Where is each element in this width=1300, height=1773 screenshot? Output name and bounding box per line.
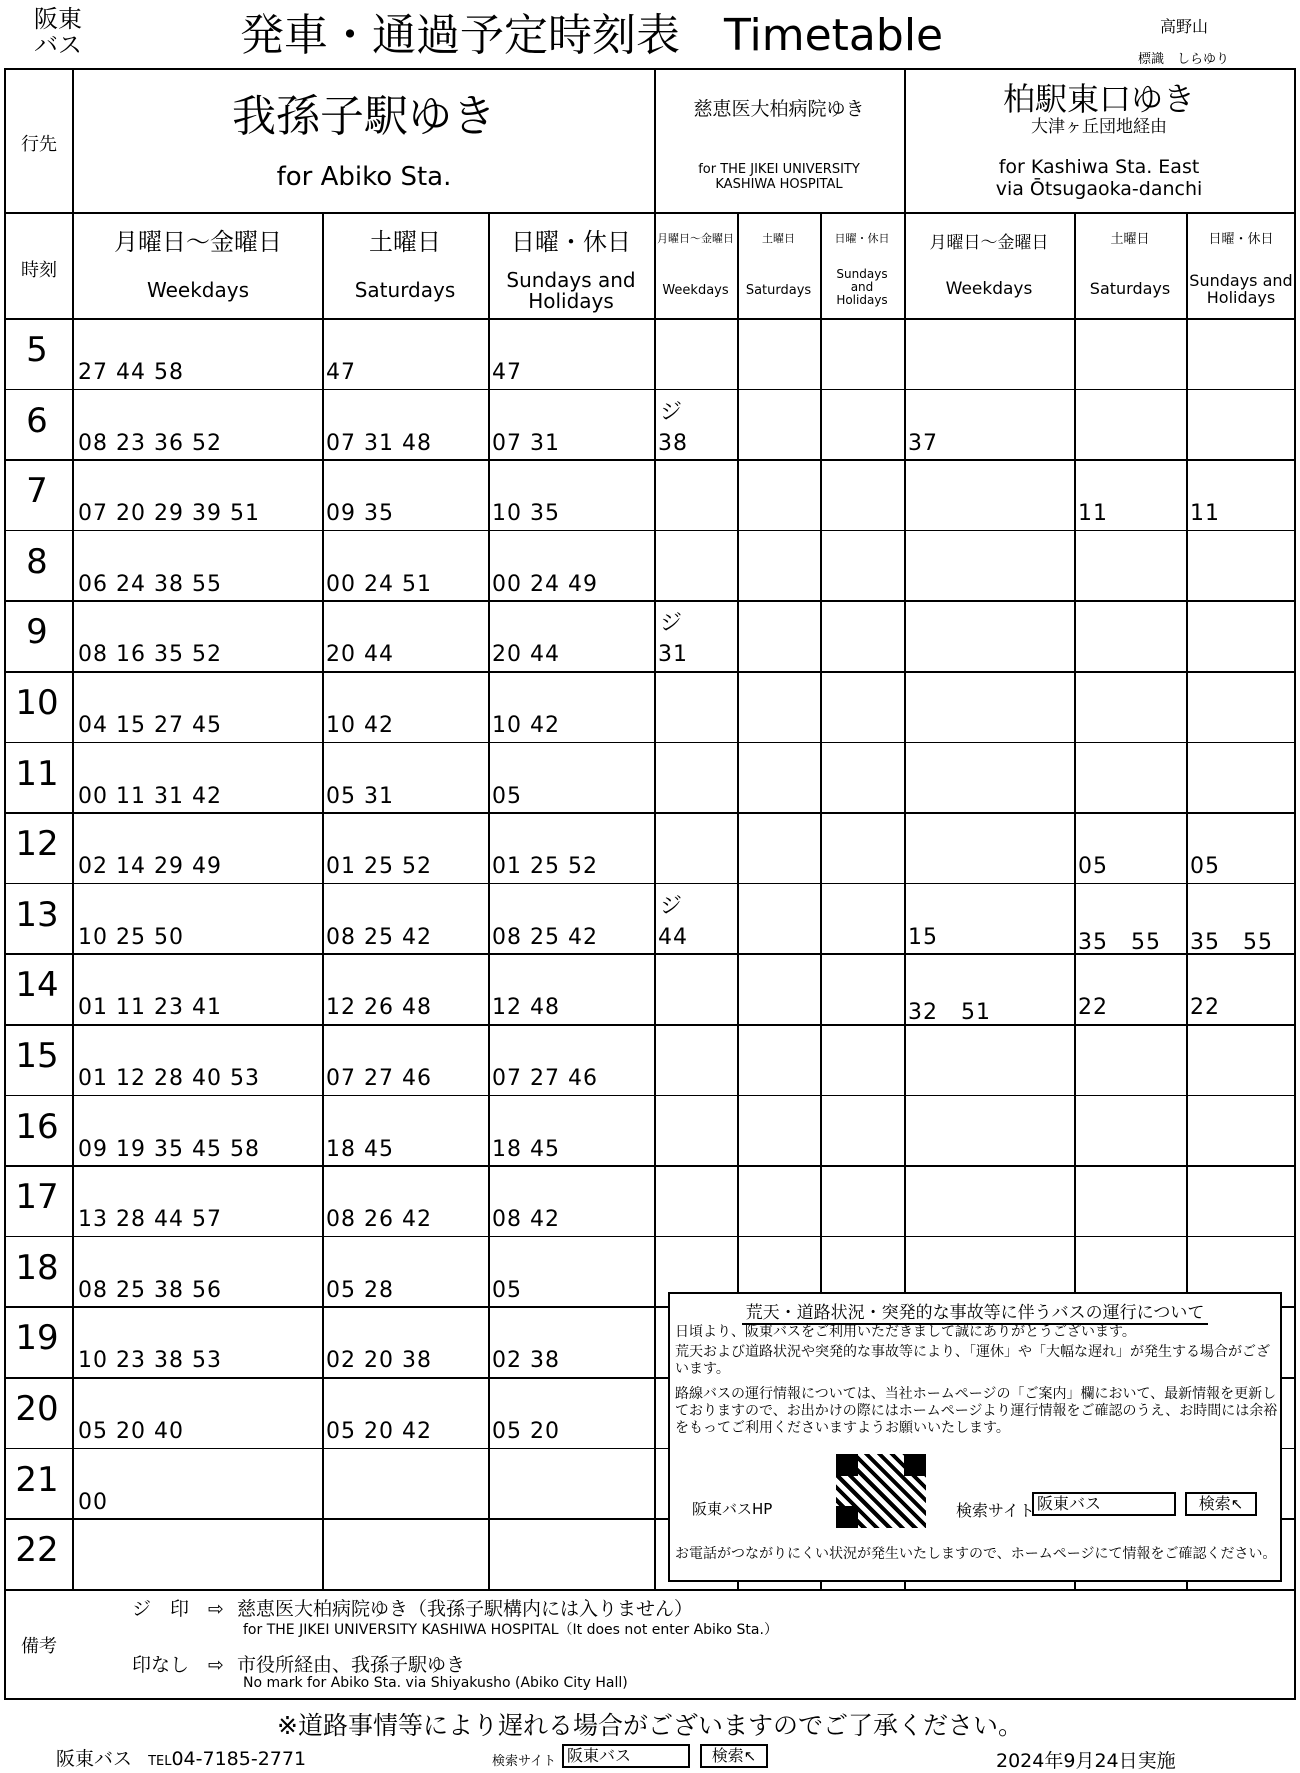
- notice-search-label: 検索サイト: [956, 1501, 1035, 1520]
- departure-minutes: 35 55: [1078, 929, 1161, 955]
- remark-none-en: No mark for Abiko Sta. via Shiyakusho (Abiko City Hall): [243, 1675, 628, 1691]
- notice-p4: お電話がつながりにくい状況が発生いたしますので、ホームページにて情報をご確認ください。: [675, 1546, 1277, 1562]
- departure-minutes: 18 45: [492, 1136, 560, 1162]
- day-header-en: Saturdays: [1089, 279, 1171, 298]
- notice-p3: 路線バスの運行情報については、当社ホームページの「ご案内」欄において、最新情報を更新しておりますので、お出かけの際にはホームページより運行情報をご確認のうえ、お時間には余裕をもってご利用くださいますようお願いいたします。: [675, 1386, 1278, 1436]
- departure-minutes: 08 25 38 56: [78, 1277, 222, 1303]
- pole-name: しらゆり: [1177, 52, 1230, 67]
- day-header-jp: 月曜日～金曜日: [929, 233, 1049, 253]
- day-header-en: Weekdays: [662, 283, 729, 298]
- departure-minutes: 27 44 58: [78, 360, 184, 385]
- departure-minutes: 01 25 52: [492, 854, 598, 880]
- departure-minutes: 38: [658, 430, 688, 456]
- departure-minutes: 08 25 42: [492, 924, 598, 950]
- grid-hline: [4, 459, 1296, 461]
- hour-label: 13: [15, 894, 59, 935]
- departure-minutes: 11: [1078, 501, 1108, 527]
- departure-minutes: 06 24 38 55: [78, 571, 222, 597]
- day-header-jp: 日曜・休日: [511, 228, 631, 256]
- departure-minutes: 08 25 42: [326, 924, 432, 950]
- footer-company: 阪東バス: [56, 1748, 133, 1770]
- footer-search-button-label: 検索: [711, 1746, 744, 1765]
- departure-minutes: 05 20 42: [326, 1419, 432, 1444]
- departure-minutes: 44: [658, 924, 688, 950]
- day-header-en: Saturdays: [745, 283, 812, 298]
- stop-name: 高野山: [1160, 17, 1209, 36]
- hour-label: 14: [15, 965, 59, 1006]
- hour-label: 22: [15, 1530, 59, 1571]
- remark-ji-mark: ジ 印 ⇨: [132, 1598, 224, 1620]
- departure-minutes: 22: [1190, 995, 1220, 1021]
- grid-hline: [4, 742, 1296, 744]
- departure-minutes: 10 42: [492, 713, 560, 738]
- service-notice-box: [668, 1292, 1282, 1582]
- departure-minutes: 09 35: [326, 501, 394, 527]
- day-header-jp: 日曜・休日: [834, 232, 890, 245]
- dest-abiko-jp: 我孫子駅ゆき: [232, 91, 496, 142]
- grid-vline: [654, 68, 656, 1589]
- destination-label: 行先: [21, 134, 57, 155]
- day-header-jp: 土曜日: [369, 228, 441, 256]
- departure-minutes: 12 26 48: [326, 995, 432, 1021]
- departure-minutes: 05 31: [326, 783, 394, 809]
- dest-kashiwa-jp: 柏駅東口ゆき: [1002, 80, 1195, 118]
- departure-minutes: 02 14 29 49: [78, 854, 222, 880]
- hour-label: 15: [15, 1036, 59, 1076]
- departure-minutes: 00 24 49: [492, 571, 598, 597]
- footer-tel-label: TEL: [148, 1754, 172, 1769]
- departure-minutes: 05: [1078, 854, 1108, 880]
- cursor-arrow-icon: ↖: [743, 1747, 757, 1765]
- departure-minutes: 05: [492, 1277, 522, 1303]
- departure-minutes: 13 28 44 57: [78, 1207, 222, 1233]
- departure-minutes: 11: [1190, 501, 1220, 527]
- hour-label: 11: [15, 753, 59, 794]
- departure-minutes: 18 45: [326, 1136, 394, 1162]
- day-header-jp: 土曜日: [1110, 232, 1150, 247]
- notice-search-field[interactable]: 阪東バス: [1032, 1492, 1176, 1516]
- grid-hline: [4, 318, 1296, 320]
- footer-search-label: 検索サイト: [492, 1754, 557, 1769]
- day-header-jp: 月曜日～金曜日: [657, 232, 734, 245]
- grid-hline: [4, 389, 1296, 391]
- remarks-label: 備考: [21, 1636, 57, 1657]
- departure-minutes: 04 15 27 45: [78, 713, 222, 738]
- grid-hline: [4, 530, 1296, 532]
- departure-minutes: 07 27 46: [492, 1066, 598, 1091]
- remark-ji: [132, 1594, 693, 1621]
- hour-label: 8: [26, 541, 48, 582]
- departure-minutes: 20 44: [492, 642, 560, 668]
- departure-minutes: 08 26 42: [326, 1207, 432, 1233]
- time-label: 時刻: [21, 260, 57, 281]
- notice-p2: 荒天および道路状況や突発的な事故等により、「運休」や「大幅な遅れ」が発生する場合がございます。: [675, 1344, 1270, 1377]
- grid-hline: [4, 600, 1296, 602]
- departure-minutes: 01 12 28 40 53: [78, 1066, 260, 1091]
- departure-minutes: 10 25 50: [78, 924, 184, 950]
- day-header-en: Weekdays: [945, 279, 1033, 299]
- departure-minutes: 05 28: [326, 1277, 394, 1303]
- dest-kashiwa-via: 大津ヶ丘団地経由: [1031, 117, 1167, 137]
- departure-minutes: 10 42: [326, 713, 394, 738]
- notice-title: 荒天・道路状況・突発的な事故等に伴うバスの運行について: [670, 1298, 1280, 1323]
- qr-code-icon[interactable]: [836, 1454, 926, 1528]
- grid-hline: [4, 1024, 1296, 1026]
- day-header-en: Saturdays: [354, 278, 456, 302]
- day-header-en: Sundays and Holidays: [1189, 271, 1293, 307]
- pole-info: [1138, 48, 1229, 67]
- departure-minutes: 01 25 52: [326, 854, 432, 880]
- hour-label: 19: [15, 1318, 59, 1359]
- remark-ji-jp: 慈恵医大柏病院ゆき（我孫子駅構内には入りません）: [237, 1598, 694, 1620]
- departure-minutes: 22: [1078, 995, 1108, 1021]
- pole-label: 標識: [1138, 52, 1165, 67]
- departure-minutes: 08 16 35 52: [78, 642, 222, 668]
- dest-jikei-jp: 慈恵医大柏病院ゆき: [693, 98, 865, 120]
- hour-label: 18: [15, 1247, 59, 1288]
- grid-hline: [4, 1095, 1296, 1097]
- day-header-en: Sundays and Holidays: [836, 267, 888, 307]
- remark-ji-en: for THE JIKEI UNIVERSITY KASHIWA HOSPITAL（It does not enter Abiko Sta.）: [243, 1622, 778, 1638]
- hour-label: 20: [15, 1389, 59, 1429]
- departure-minutes: 05 20 40: [78, 1419, 184, 1444]
- hour-label: 5: [26, 330, 48, 370]
- departure-minutes: 02 20 38: [326, 1348, 432, 1374]
- day-header-en: Weekdays: [146, 278, 249, 302]
- hour-label: 16: [15, 1106, 59, 1147]
- departure-minutes: 10 35: [492, 501, 560, 527]
- departure-minutes: 47: [492, 360, 522, 385]
- departure-minutes: 05: [492, 783, 522, 809]
- departure-minutes: 07 31: [492, 430, 560, 456]
- grid-hline: [4, 1236, 1296, 1238]
- departure-minutes: 37: [908, 430, 938, 456]
- footer-contact: [56, 1744, 306, 1771]
- grid-hline: [4, 671, 1296, 673]
- dest-abiko-en: for Abiko Sta.: [276, 162, 452, 192]
- footer-search-button[interactable]: [700, 1744, 768, 1768]
- departure-minutes: 07 20 29 39 51: [78, 501, 260, 527]
- departure-minutes: 31: [658, 642, 688, 668]
- route-mark-ji: ジ: [660, 893, 683, 919]
- footer-tel: 04-7185-2771: [171, 1748, 307, 1770]
- route-mark-ji: ジ: [660, 399, 683, 425]
- departure-minutes: 00 11 31 42: [78, 783, 222, 809]
- dest-kashiwa-en: for Kashiwa Sta. East via Ōtsugaoka-danchi: [995, 156, 1203, 200]
- departure-minutes: 00 24 51: [326, 571, 432, 597]
- departure-minutes: 02 38: [492, 1348, 560, 1374]
- grid-hline: [4, 212, 1296, 214]
- departure-minutes: 12 48: [492, 995, 560, 1021]
- grid-hline: [4, 812, 1296, 814]
- grid-hline: [4, 883, 1296, 885]
- notice-search-button[interactable]: [1185, 1492, 1257, 1516]
- grid-vline: [488, 212, 490, 1589]
- hour-label: 9: [26, 612, 48, 653]
- departure-minutes: 15: [908, 924, 938, 950]
- departure-minutes: 01 11 23 41: [78, 995, 222, 1021]
- hour-label: 21: [15, 1459, 59, 1500]
- grid-vline: [322, 212, 324, 1589]
- day-header-en: Sundays and Holidays: [506, 268, 636, 313]
- departure-minutes: 47: [326, 360, 356, 385]
- departure-minutes: 07 27 46: [326, 1066, 432, 1091]
- dest-jikei-en: for THE JIKEI UNIVERSITY KASHIWA HOSPITAL: [698, 162, 860, 192]
- day-header-jp: 日曜・休日: [1208, 232, 1274, 247]
- day-header-jp: 土曜日: [762, 232, 795, 245]
- departure-minutes: 20 44: [326, 642, 394, 668]
- departure-minutes: 00: [78, 1489, 108, 1515]
- departure-minutes: 35 55: [1190, 929, 1273, 955]
- hour-label: 6: [26, 400, 48, 441]
- departure-minutes: 05 20: [492, 1419, 560, 1444]
- departure-minutes: 05: [1190, 854, 1220, 880]
- footer-search-field[interactable]: 阪東バス: [562, 1744, 690, 1768]
- hour-label: 12: [15, 824, 59, 865]
- hour-label: 10: [15, 683, 59, 723]
- hour-label: 17: [15, 1177, 59, 1218]
- remark-none: [132, 1650, 465, 1677]
- route-mark-ji: ジ: [660, 611, 683, 637]
- effective-date: 2024年9月24日実施: [996, 1750, 1176, 1772]
- grid-hline: [4, 1589, 1296, 1591]
- delay-note: ※道路事情等により遅れる場合がございますのでご了承ください。: [277, 1711, 1023, 1740]
- notice-p1: 日頃より、阪東バスをご利用いただきまして誠にありがとうございます。: [675, 1324, 1136, 1340]
- departure-minutes: 32 51: [908, 1000, 991, 1026]
- page-title: 発車・通過予定時刻表 Timetable: [240, 10, 944, 61]
- remark-none-jp: 市役所経由、我孫子駅ゆき: [237, 1654, 466, 1676]
- grid-hline: [4, 1165, 1296, 1167]
- notice-hp-label: 阪東バスHP: [692, 1500, 773, 1518]
- departure-minutes: 08 23 36 52: [78, 430, 222, 456]
- hour-label: 7: [26, 471, 48, 512]
- departure-minutes: 07 31 48: [326, 430, 432, 456]
- cursor-arrow-icon: ↖: [1230, 1495, 1244, 1513]
- day-header-jp: 月曜日～金曜日: [114, 228, 282, 256]
- company-logo-text: 阪東 バス: [34, 5, 82, 59]
- notice-search-button-label: 検索: [1198, 1494, 1231, 1513]
- departure-minutes: 08 42: [492, 1207, 560, 1233]
- departure-minutes: 09 19 35 45 58: [78, 1136, 260, 1162]
- departure-minutes: 10 23 38 53: [78, 1348, 222, 1374]
- remark-none-mark: 印なし ⇨: [132, 1654, 224, 1676]
